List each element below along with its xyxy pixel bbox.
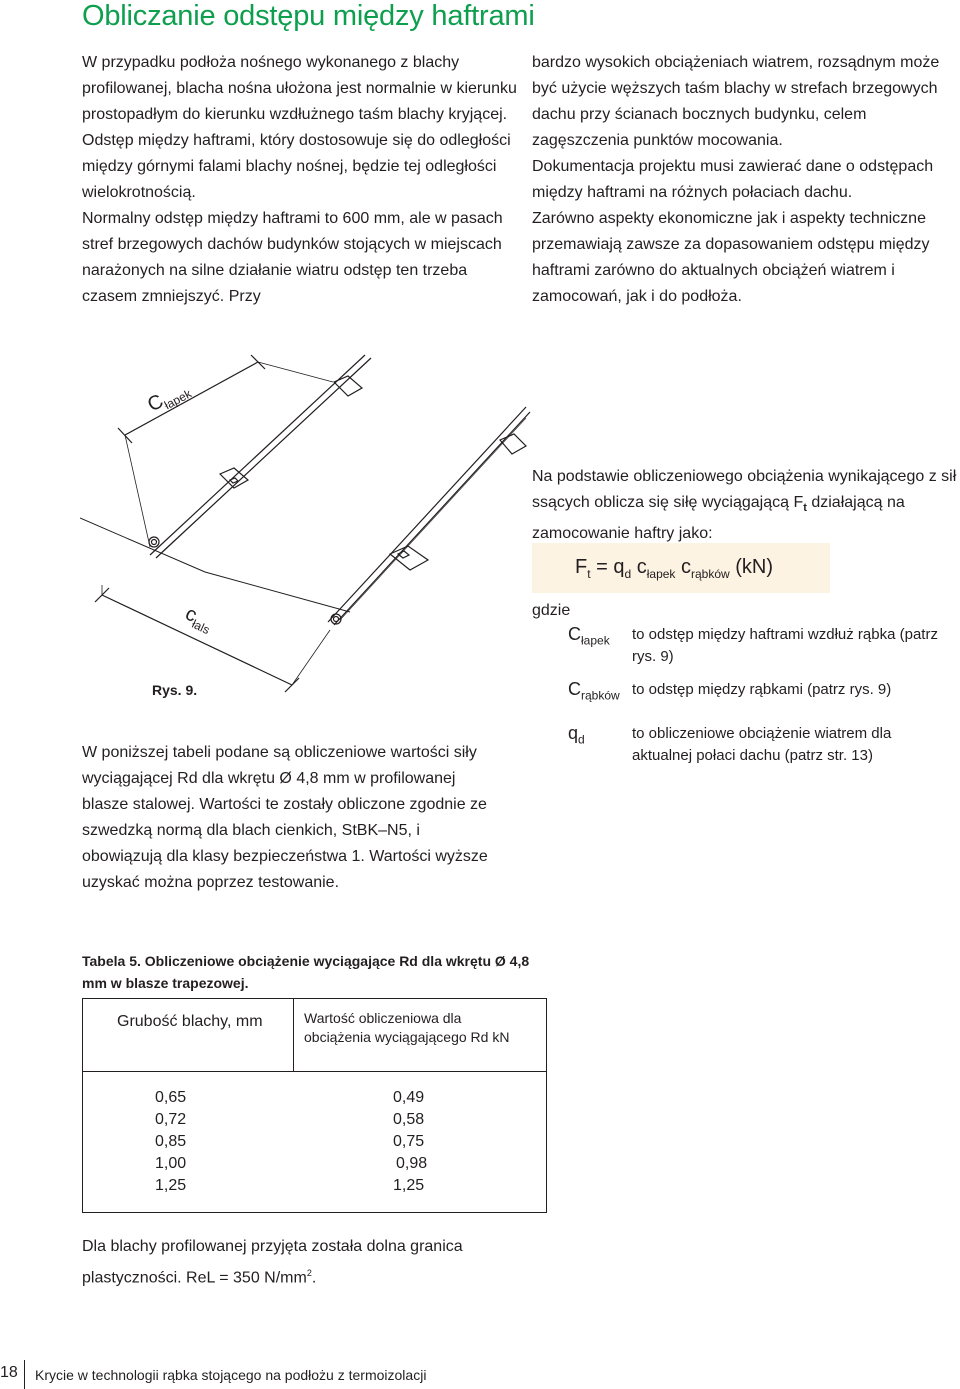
footer-text: Krycie w technologii rąbka stojącego na podłożu z termoizolacji (35, 1367, 427, 1383)
where-label: gdzie (532, 602, 571, 619)
yield-strength-note: Dla blachy profilowanej przyjęta została dolna granica plastyczności. ReL = 350 $N/mm^2$. (82, 1238, 463, 1287)
table-cell: 0,75 (393, 1133, 425, 1150)
table-cell: 1,25 (155, 1177, 187, 1194)
symbol-q-d: $q_d$ (568, 723, 585, 747)
table-cell: 0,98 (396, 1155, 428, 1172)
right-intro (532, 50, 952, 310)
paragraph: bardzo wysokich obciążeniach wiatrem, rozsądnym może być użycie węższych taśm blachy w strefach brzegowych dachu przy ścianach bocznych budynku, celem zagęszczenia punktów mocowania. (532, 54, 940, 149)
table-title: Tabela 5. Obliczeniowe obciążenie wyciągające Rd dla wkrętu Ø 4,8 mm w blasze trapezowej. (82, 953, 530, 991)
paragraph: Dokumentacja projektu musi zawierać dane o odstępach między haftrami na różnych połaciach dachu. (532, 158, 934, 201)
seam-spacing-figure (80, 340, 540, 710)
table-cell: 1,00 (155, 1155, 187, 1172)
values-table (82, 998, 547, 1213)
table-cell: 0,85 (155, 1133, 187, 1150)
table-cell: 1,25 (393, 1177, 425, 1194)
c-lals-label: $c_{łals}$ (181, 602, 212, 638)
paragraph: Zarówno aspekty ekonomiczne jak i aspekty techniczne przemawiają zawsze za dopasowaniem odstępu między haftrami zarówno do aktualnych obciążeń wiatrem i zamocowań, jak i do podłoża. (532, 210, 930, 305)
definition-c-lapek: to odstęp między haftrami wzdłuż rąbka (patrz rys. 9) (632, 626, 938, 665)
c-lapek-label: $C_{łapek}$ (144, 386, 194, 417)
definition-c-rabkow: to odstęp między rąbkami (patrz rys. 9) (632, 681, 892, 698)
table-header-value: Wartość obliczeniowa dla obciążenia wyciągającego Rd kN (304, 1010, 510, 1045)
clip (390, 546, 428, 570)
paragraph: W przypadku podłoża nośnego wykonanego z blachy profilowanej, blacha nośna ułożona jest normalnie w kierunku prostopadłym do kierunku wzdłużnego taśm blachy kryjącej. Odstęp między haftrami, który dostosowuje się do odległości między górnymi falami blachy nośnej, będzie tej odległości wielokrotnością. (82, 54, 517, 201)
figure-caption: Rys. 9. (152, 682, 198, 698)
table-cell: 0,58 (393, 1111, 425, 1128)
page-title: Obliczanie odstępu między haftrami (82, 0, 535, 32)
clip (500, 434, 526, 454)
table-cell: 0,65 (155, 1089, 187, 1106)
upper-seam-line (150, 355, 365, 555)
page-number: 18 (0, 1364, 18, 1381)
seam-end (149, 537, 159, 547)
paragraph: Normalny odstęp między haftrami to 600 mm, ale w pasach stref brzegowych dachów budynków stojących w miejscach narażonych na silne działanie wiatru odstęp ten trzeba czasem zmniejszyć. Przy (82, 210, 503, 305)
left-intro (82, 50, 522, 310)
formula: $F_t = q_d$ $c_{łapek}$ $c_{rąbków}$ (kN) (575, 556, 773, 581)
definition-q-d: to obliczeniowe obciążenie wiatrem dla aktualnej połaci dachu (patrz str. 13) (632, 725, 892, 764)
table-intro-paragraph: W poniższej tabeli podane są obliczeniowe wartości siły wyciągającej Rd dla wkrętu Ø 4,8 mm w profilowanej blasze stalowej. Wartości te zostały obliczone zgodnie ze szwedzką normą dla blach cienkich, StBK–N5, i obowiązują dla klasy bezpieczeństwa 1. Wartości wyższe uzyskać można poprzez testowanie. (82, 744, 488, 891)
footer-divider (24, 1360, 25, 1389)
lower-seam-line (334, 412, 530, 625)
lower-seam-line (328, 407, 526, 622)
table-header-thickness: Grubość blachy, mm (117, 1013, 263, 1030)
table-cell: 0,49 (393, 1089, 425, 1106)
table-cell: 0,72 (155, 1111, 187, 1128)
symbol-c-rabkow: $C_{rąbków}$ (568, 679, 620, 703)
formula-intro: Na podstawie obliczeniowego obciążenia wynikającego z sił ssących oblicza się siłę wyciągającą $F_t$ działającą na zamocowanie haftry jako: (532, 468, 957, 543)
symbol-c-lapek: $C_{łapek}$ (568, 624, 610, 648)
